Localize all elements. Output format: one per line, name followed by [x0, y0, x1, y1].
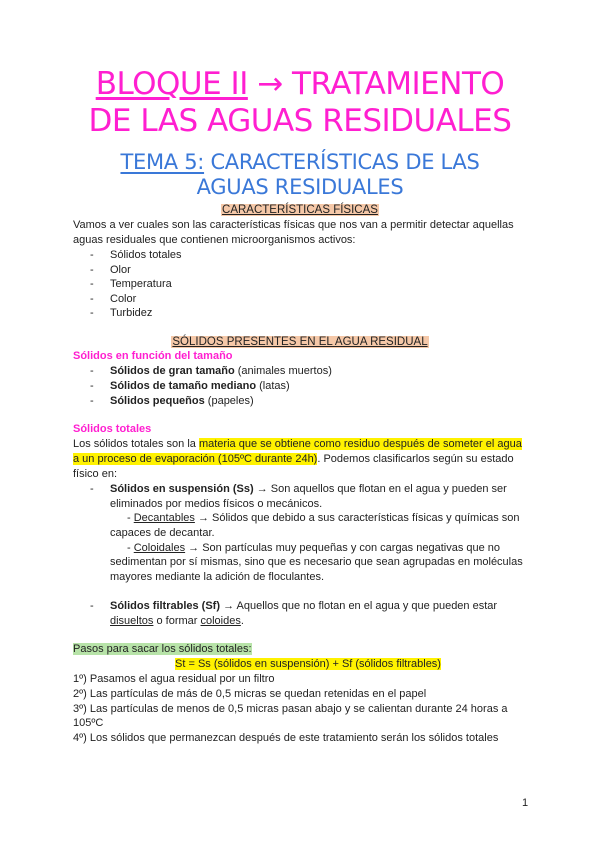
- bullet-dash: -: [90, 264, 94, 276]
- step-line: 1º) Pasamos el agua residual por un filtro: [73, 673, 275, 685]
- text: -: [127, 542, 134, 554]
- decantables-line1: [127, 511, 520, 526]
- list-item-bold: Sólidos pequeños: [110, 395, 205, 407]
- text: .: [240, 615, 244, 627]
- step-line: 2º) Las partículas de más de 0,5 micras se quedan retenidas en el papel: [73, 688, 427, 700]
- filterable-solids-item: [110, 599, 550, 614]
- bullet-dash: -: [90, 365, 94, 377]
- intro-line1: Vamos a ver cuales son las características físicas que nos van a permitir detectar aquellas: [73, 219, 514, 231]
- page-title-line1: [0, 66, 600, 103]
- section-heading-solids: [0, 335, 600, 349]
- section-heading-text: SÓLIDOS PRESENTES EN EL AGUA RESIDUAL: [172, 336, 428, 348]
- list-item-rest: (papeles): [204, 395, 254, 407]
- subtitle-line1: [0, 150, 600, 174]
- bullet-dash: -: [90, 600, 94, 612]
- list-item: [110, 394, 254, 409]
- list-item: Color: [110, 293, 137, 305]
- bullet-dash: -: [90, 307, 94, 319]
- steps-heading-text: Pasos para sacar los sólidos totales:: [73, 643, 252, 655]
- bullet-dash: -: [90, 483, 94, 495]
- section-heading-physical: [0, 203, 600, 217]
- total-paragraph-line2: [73, 452, 543, 467]
- step-line: 105ºC: [73, 717, 104, 729]
- decantables-line2: capaces de decantar.: [110, 527, 215, 539]
- text: o formar: [153, 615, 201, 627]
- formula-text: St = Ss (sólidos en suspensión) + Sf (sólidos filtrables): [175, 658, 441, 670]
- total-paragraph-line3: físico en:: [73, 468, 118, 480]
- bullet-dash: -: [90, 380, 94, 392]
- list-item: Sólidos totales: [110, 249, 182, 261]
- list-item-bold: Sólidos de tamaño mediano: [110, 380, 257, 392]
- bullet-dash: -: [90, 249, 94, 261]
- steps-heading: [73, 642, 543, 657]
- text: . Podemos clasificarlos según su estado: [317, 453, 514, 465]
- section-heading-text: CARACTERÍSTICAS FÍSICAS: [222, 204, 378, 216]
- bullet-dash: -: [90, 395, 94, 407]
- list-item: Turbidez: [110, 307, 153, 319]
- highlight-text: materia que se obtiene como residuo después de someter el agua: [198, 438, 522, 450]
- text: Los sólidos totales son la: [73, 438, 199, 450]
- suspended-solids-item: [110, 482, 550, 497]
- subtitle-tema-label: TEMA 5:: [120, 150, 205, 174]
- page-title-line2: DE LAS AGUAS RESIDUALES: [88, 103, 512, 139]
- title-topic: → TRATAMIENTO: [247, 66, 505, 102]
- term-underlined: Decantables: [133, 512, 195, 524]
- list-item-bold: Sólidos de gran tamaño: [110, 365, 235, 377]
- term-underlined: disueltos: [110, 615, 154, 627]
- total-heading: Sólidos totales: [73, 423, 152, 435]
- step-line: 4º) Los sólidos que permanezcan después de este tratamiento serán los sólidos totales: [73, 732, 499, 744]
- text: → Son aquellos que flotan en el agua y pueden ser: [253, 483, 507, 495]
- text: → Sólidos que debido a sus características físicas y químicas son: [194, 512, 520, 524]
- term-underlined: Coloidales: [133, 542, 186, 554]
- term-underlined: coloides: [200, 615, 241, 627]
- intro-line2: aguas residuales que contienen microorganismos activos:: [73, 234, 356, 246]
- size-heading: Sólidos en función del tamaño: [73, 350, 233, 362]
- filterable-solids-line2: [110, 614, 244, 629]
- subtitle-topic: CARACTERÍSTICAS DE LAS: [204, 150, 480, 174]
- text: -: [127, 512, 134, 524]
- page-number: 1: [522, 797, 529, 809]
- highlight-text: a un proceso de evaporación (105ºC durante 24h): [73, 453, 318, 465]
- term-bold: Sólidos filtrables (Sf): [110, 600, 221, 612]
- subtitle-line2: AGUAS RESIDUALES: [196, 175, 404, 199]
- list-item-rest: (latas): [256, 380, 290, 392]
- list-item: Temperatura: [110, 278, 172, 290]
- title-block-label: BLOQUE II: [95, 66, 248, 102]
- coloidales-line2: sedimentan por sí mismas, sino que es necesario que sean agrupadas en moléculas: [110, 556, 523, 568]
- total-paragraph-line1: [73, 437, 543, 452]
- formula: [73, 657, 543, 672]
- coloidales-line1: [127, 541, 500, 556]
- text: → Son partículas muy pequeñas y con cargas negativas que no: [185, 542, 501, 554]
- list-item-rest: (animales muertos): [234, 365, 332, 377]
- list-item: Olor: [110, 264, 131, 276]
- suspended-solids-line2: eliminados por medios físicos o mecánicos.: [110, 498, 323, 510]
- bullet-dash: -: [90, 278, 94, 290]
- list-item: [110, 379, 290, 394]
- text: → Aquellos que no flotan en el agua y que pueden estar: [220, 600, 498, 612]
- bullet-dash: -: [90, 293, 94, 305]
- term-bold: Sólidos en suspensión (Ss): [110, 483, 254, 495]
- list-item: [110, 364, 332, 379]
- coloidales-line3: mayores mediante la adición de floculantes.: [110, 571, 325, 583]
- step-line: 3º) Las partículas de menos de 0,5 micras pasan abajo y se calientan durante 24 horas a: [73, 703, 508, 715]
